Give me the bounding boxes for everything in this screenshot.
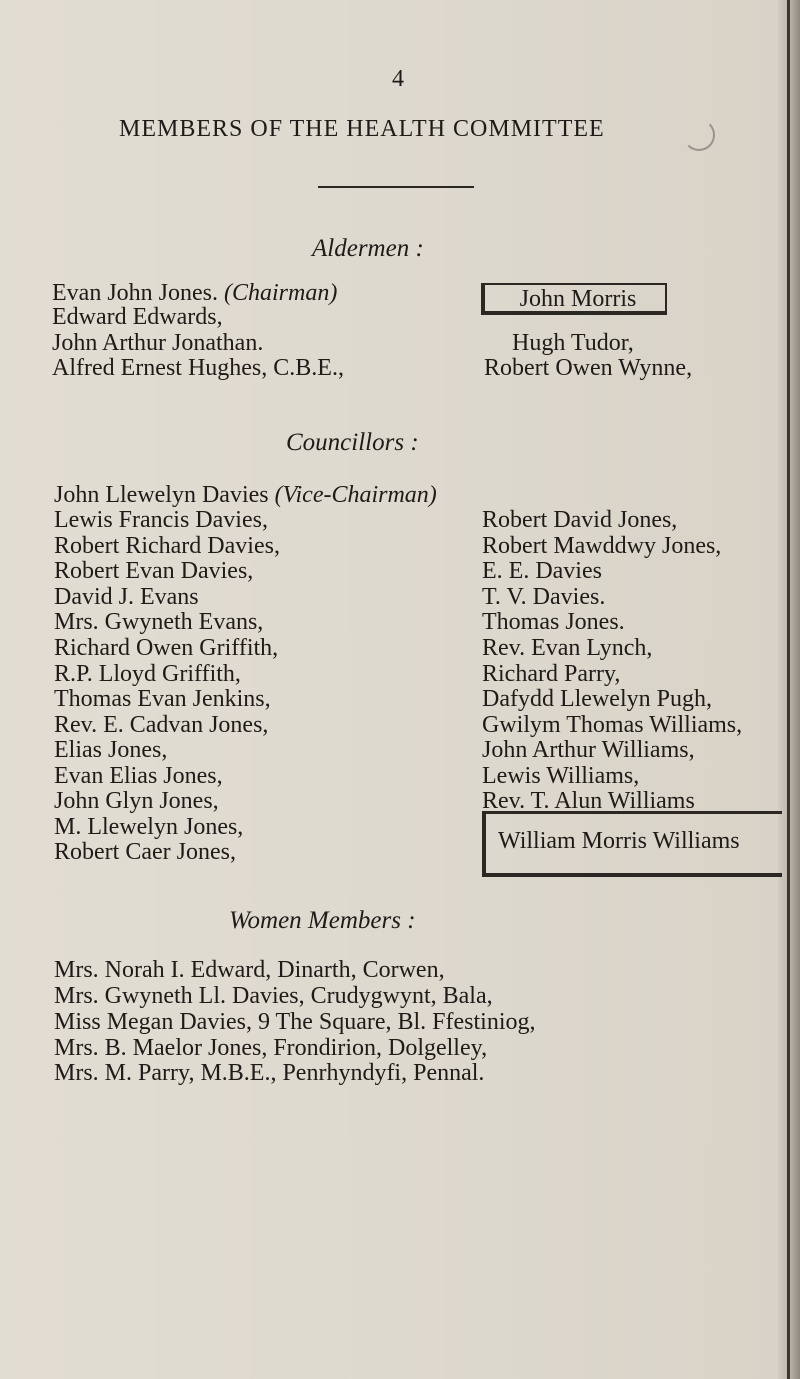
circle-mark-icon: [683, 119, 715, 151]
councillor-right-1: Robert Mawddwy Jones,: [482, 533, 722, 559]
women-member-1: Mrs. Gwyneth Ll. Davies, Crudygwynt, Bala,: [54, 983, 493, 1009]
title-divider: [318, 186, 474, 188]
alderman-left-2: John Arthur Jonathan.: [52, 330, 264, 356]
councillor-left-9: Elias Jones,: [54, 737, 168, 763]
councillor-right-0: Robert David Jones,: [482, 507, 678, 533]
councillor-left-12: M. Llewelyn Jones,: [54, 814, 244, 840]
councillor-right-6: Richard Parry,: [482, 661, 621, 687]
councillor-left-4: Mrs. Gwyneth Evans,: [54, 609, 264, 635]
vice-chair-line: John Llewelyn Davies (Vice-Chairman): [54, 482, 437, 508]
councillor-left-6: R.P. Lloyd Griffith,: [54, 661, 241, 687]
page-number: 4: [392, 66, 404, 92]
alderman-right-boxed: John Morris: [481, 283, 667, 315]
councillor-right-9: John Arthur Williams,: [482, 737, 695, 763]
councillor-right-11: Rev. T. Alun Williams: [482, 788, 695, 814]
page-title: MEMBERS OF THE HEALTH COMMITTEE: [119, 116, 605, 142]
women-member-2: Miss Megan Davies, 9 The Square, Bl. Ffestiniog,: [54, 1009, 536, 1035]
councillor-right-10: Lewis Williams,: [482, 763, 640, 789]
councillor-left-2: Robert Evan Davies,: [54, 558, 254, 584]
alderman-left-0: Evan John Jones. (Chairman): [52, 280, 338, 306]
alderman-left-3: Alfred Ernest Hughes, C.B.E.,: [52, 355, 344, 381]
women-member-4: Mrs. M. Parry, M.B.E., Penrhyndyfi, Pennal.: [54, 1060, 485, 1086]
women-members-heading: Women Members :: [229, 907, 416, 934]
alderman-right-2: Robert Owen Wynne,: [484, 355, 693, 381]
councillor-right-5: Rev. Evan Lynch,: [482, 635, 653, 661]
councillor-left-1: Robert Richard Davies,: [54, 533, 280, 559]
alderman-left-1: Edward Edwards,: [52, 304, 223, 330]
aldermen-heading: Aldermen :: [312, 235, 424, 262]
councillor-left-13: Robert Caer Jones,: [54, 839, 236, 865]
councillor-left-10: Evan Elias Jones,: [54, 763, 223, 789]
councillor-right-boxed: William Morris Williams: [482, 811, 782, 877]
councillor-left-11: John Glyn Jones,: [54, 788, 219, 814]
councillor-left-5: Richard Owen Griffith,: [54, 635, 279, 661]
councillor-right-7: Dafydd Llewelyn Pugh,: [482, 686, 712, 712]
councillor-left-8: Rev. E. Cadvan Jones,: [54, 712, 269, 738]
alderman-right-1: Hugh Tudor,: [512, 330, 634, 356]
councillor-left-0: Lewis Francis Davies,: [54, 507, 268, 533]
councillor-left-3: David J. Evans: [54, 584, 199, 610]
councillors-heading: Councillors :: [286, 429, 419, 456]
councillor-right-2: E. E. Davies: [482, 558, 602, 584]
councillor-right-4: Thomas Jones.: [482, 609, 625, 635]
women-member-0: Mrs. Norah I. Edward, Dinarth, Corwen,: [54, 957, 445, 983]
women-member-3: Mrs. B. Maelor Jones, Frondirion, Dolgelley,: [54, 1035, 488, 1061]
councillor-right-3: T. V. Davies.: [482, 584, 606, 610]
page-edge-line: [787, 0, 790, 1379]
councillor-left-7: Thomas Evan Jenkins,: [54, 686, 271, 712]
councillor-right-8: Gwilym Thomas Williams,: [482, 712, 743, 738]
